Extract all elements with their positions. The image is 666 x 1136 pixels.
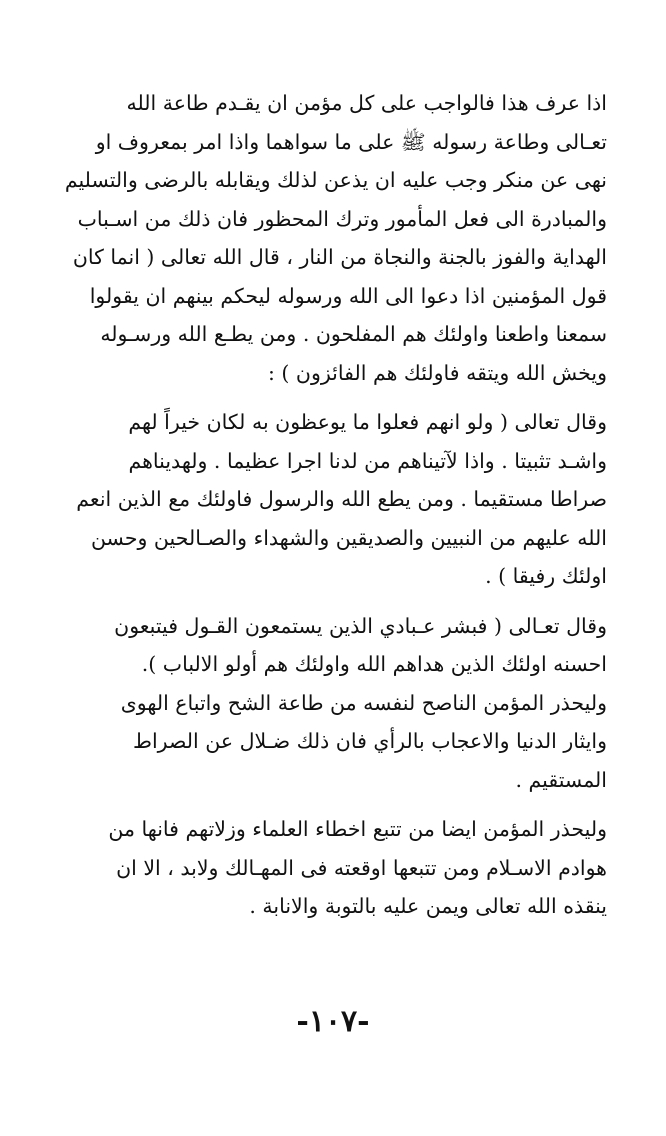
page-number: -١٠٧- bbox=[296, 1004, 370, 1039]
text-line: اذا عرف هذا فالواجب على كل مؤمن ان يقـدم طاعة الله bbox=[126, 91, 607, 115]
paragraph-gap bbox=[62, 799, 607, 810]
text-line: سمعنا واطعنا واولئك هم المفلحون . ومن يطـع الله ورسـوله bbox=[100, 322, 607, 346]
text-line: ينقذه الله تعالى ويمن عليه بالتوبة والانابة . bbox=[249, 894, 607, 918]
paragraph-5 bbox=[62, 810, 607, 926]
paragraph-1 bbox=[62, 84, 607, 392]
text-line: الله عليهم من النبيين والصديقين والشهداء والصـالحين وحسن bbox=[90, 525, 607, 550]
text-line: تعـالى وطاعة رسوله ﷺ على ما سواهما واذا امر بمعروف او bbox=[95, 129, 607, 154]
text-line: وقال تعـالى ( فبشر عـبادي الذين يستمعون القـول فيتبعون bbox=[114, 613, 607, 638]
text-line: وايثار الدنيا والاعجاب بالرأي فان ذلك ضـلال عن الصراط bbox=[133, 729, 607, 753]
text-line: الهداية والفوز بالجنة والنجاة من النار ، قال الله تعالى ( انما كان bbox=[72, 245, 607, 269]
text-line: نهى عن منكر وجب عليه ان يذعن لذلك ويقابله بالرضى والتسليم bbox=[64, 168, 607, 192]
text-line: وليحذر المؤمن ايضا من تتبع اخطاء العلماء وزلاتهم فانها من bbox=[108, 817, 607, 841]
text-line: والمبادرة الى فعل المأمور وترك المحظور فان ذلك من اسـباب bbox=[77, 206, 607, 231]
text-line: قول المؤمنين اذا دعوا الى الله ورسوله ليحكم بينهم ان يقولوا bbox=[89, 283, 607, 308]
page-body bbox=[62, 84, 607, 926]
paragraph-4 bbox=[62, 684, 607, 800]
text-line: المستقيم . bbox=[515, 767, 607, 792]
text-line: وليحذر المؤمن الناصح لنفسه من طاعة الشح واتباع الهوى bbox=[120, 690, 607, 715]
text-line: واشـد تثبيتا . واذا لآتيناهم من لدنا اجرا عظيما . ولهديناهم bbox=[128, 448, 607, 473]
paragraph-gap bbox=[62, 596, 607, 607]
paragraph-3 bbox=[62, 607, 607, 684]
text-line: صراطا مستقيما . ومن يطع الله والرسول فاولئك مع الذين انعم bbox=[76, 487, 607, 511]
paragraph-2 bbox=[62, 403, 607, 596]
text-line: ويخش الله ويتقه فاولئك هم الفائزون ) : bbox=[267, 360, 607, 385]
paragraph-gap bbox=[62, 392, 607, 403]
text-line: احسنه اولئك الذين هداهم الله واولئك هم أولو الالباب ). bbox=[141, 652, 607, 676]
text-line: اولئك رفيقا ) . bbox=[485, 564, 607, 588]
text-line: هوادم الاسـلام ومن تتبعها اوقعته فى المهـالك ولابد ، الا ان bbox=[116, 855, 607, 880]
text-line: وقال تعالى ( ولو انهم فعلوا ما يوعظون به لكان خيراً لهم bbox=[128, 410, 607, 434]
